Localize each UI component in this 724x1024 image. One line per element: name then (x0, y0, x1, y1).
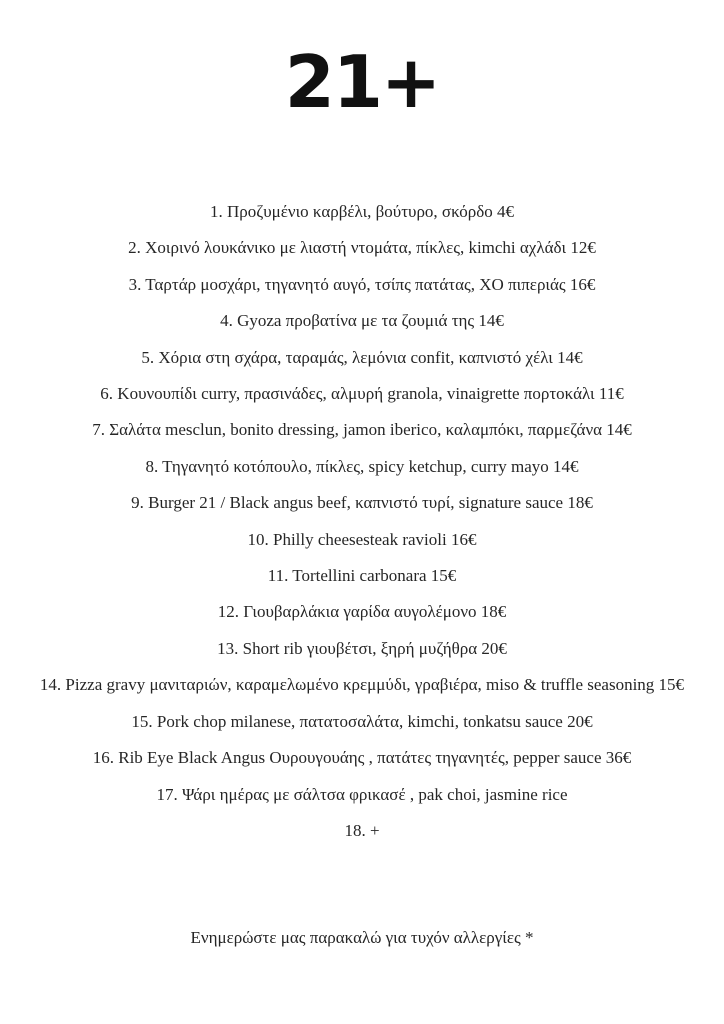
menu-item: 2. Χοιρινό λουκάνικο με λιαστή ντομάτα, πίκλες, kimchi αχλάδι 12€ (128, 238, 596, 258)
menu-item: 18. + (344, 820, 380, 840)
menu-item: 13. Short rib γιουβέτσι, ξηρή μυζήθρα 20€ (217, 638, 507, 658)
allergy-notice: Ενημερώστε μας παρακαλώ για τυχόν αλλεργίες * (190, 928, 534, 947)
page-title: 21+ (284, 40, 440, 124)
menu-item: 7. Σαλάτα mesclun, bonito dressing, jamon iberico, καλαμπόκι, παρμεζάνα 14€ (92, 420, 632, 440)
menu-item: 15. Pork chop milanese, πατατοσαλάτα, kimchi, tonkatsu sauce 20€ (131, 711, 593, 731)
menu-item: 17. Ψάρι ημέρας με σάλτσα φρικασέ , pak choi, jasmine rice (156, 784, 568, 804)
menu-item: 3. Ταρτάρ μοσχάρι, τηγανητό αυγό, τσίπς πατάτας, XO πιπεριάς 16€ (128, 274, 596, 294)
menu-item: 5. Χόρια στη σχάρα, ταραμάς, λεμόνια confit, καπνιστό χέλι 14€ (141, 347, 583, 367)
menu-item: 14. Pizza gravy μανιταριών, καραμελωμένο κρεμμύδι, γραβιέρα, miso & truffle seasoning 15€ (39, 675, 685, 695)
menu-item: 9. Burger 21 / Black angus beef, καπνιστό τυρί, signature sauce 18€ (131, 493, 593, 513)
menu-item: 16. Rib Eye Black Angus Ουρουγουάης , πατάτες τηγανητές, pepper sauce 36€ (92, 748, 632, 768)
menu-item: 11. Tortellini carbonara 15€ (267, 566, 457, 586)
menu-list (0, 194, 724, 849)
menu-item: 12. Γιουβαρλάκια γαρίδα αυγολέμονο 18€ (217, 602, 507, 622)
menu-item: 4. Gyoza προβατίνα με τα ζουμιά της 14€ (220, 311, 504, 331)
menu-item: 1. Προζυμένιο καρβέλι, βούτυρο, σκόρδο 4€ (209, 202, 515, 221)
menu-item: 10. Philly cheesesteak ravioli 16€ (247, 529, 477, 549)
menu-item: 6. Κουνουπίδι curry, πρασινάδες, αλμυρή granola, vinaigrette πορτοκάλι 11€ (100, 384, 624, 404)
menu-item: 8. Τηγανητό κοτόπουλο, πίκλες, spicy ketchup, curry mayo 14€ (145, 456, 579, 476)
